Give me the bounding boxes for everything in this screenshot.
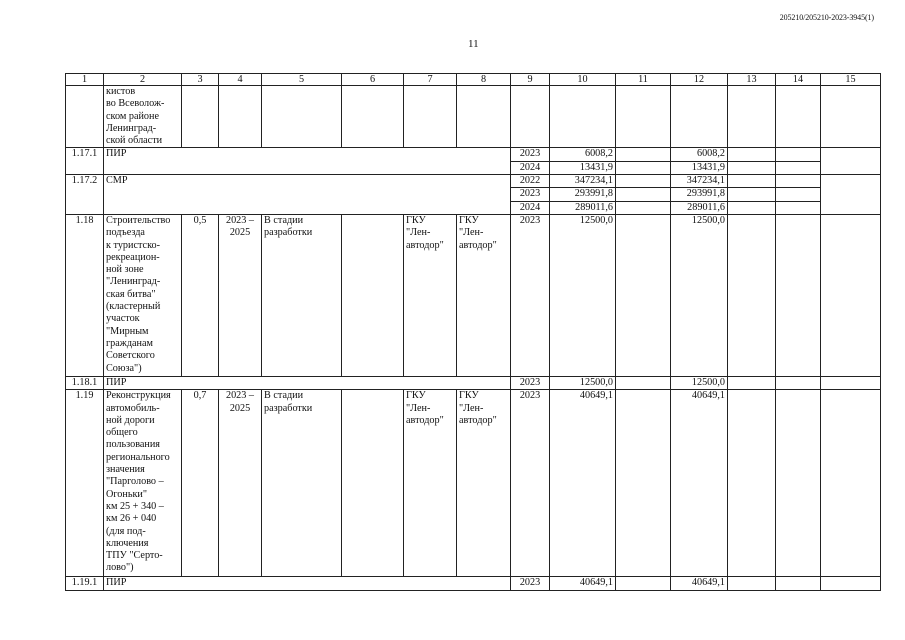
- year-cell: 2023: [511, 148, 550, 161]
- amount-cell: 40649,1: [550, 390, 616, 577]
- period-cell: 2023 – 2025: [219, 390, 262, 577]
- item-number: 1.17.1: [66, 148, 104, 175]
- header-cell: 6: [342, 74, 404, 86]
- year-cell: 2023: [511, 577, 550, 590]
- amount-cell: 40649,1: [550, 577, 616, 590]
- year-cell: 2023: [511, 214, 550, 376]
- amount-cell: 6008,2: [671, 148, 728, 161]
- customer-cell: ГКУ "Лен- автодор": [404, 214, 457, 376]
- length-cell: 0,5: [182, 214, 219, 376]
- amount-cell: 40649,1: [671, 390, 728, 577]
- page-number: 11: [468, 38, 479, 50]
- amount-cell: 12500,0: [550, 376, 616, 389]
- year-cell: 2023: [511, 376, 550, 389]
- header-cell: 1: [66, 74, 104, 86]
- amount-cell: 293991,8: [671, 188, 728, 201]
- item-number: 1.17.2: [66, 175, 104, 215]
- item-name: ПИР: [104, 577, 511, 590]
- year-cell: 2023: [511, 188, 550, 201]
- header-cell: 2: [104, 74, 182, 86]
- item-name: ПИР: [104, 376, 511, 389]
- header-cell: 13: [728, 74, 776, 86]
- amount-cell: 293991,8: [550, 188, 616, 201]
- length-cell: 0,7: [182, 390, 219, 577]
- year-cell: 2024: [511, 161, 550, 174]
- table-row: [66, 175, 881, 188]
- header-cell: 7: [404, 74, 457, 86]
- customer-cell: ГКУ "Лен- автодор": [404, 390, 457, 577]
- document-id: 205210/205210-2023-3945(1): [779, 13, 874, 22]
- status-cell: В стадии разработки: [262, 390, 342, 577]
- header-cell: 11: [616, 74, 671, 86]
- header-row: [66, 74, 881, 86]
- amount-cell: 347234,1: [550, 175, 616, 188]
- item-name: ПИР: [104, 148, 511, 175]
- header-cell: 8: [457, 74, 511, 86]
- year-cell: 2024: [511, 201, 550, 214]
- amount-cell: 347234,1: [671, 175, 728, 188]
- item-number: 1.18: [66, 214, 104, 376]
- item-number: 1.19: [66, 390, 104, 577]
- item-name: Реконструкция автомобиль- ной дороги общего пользования регионального значения "Парголово – Огоньки" км 25 + 340 – км 26 + 040 (для под- ключения ТПУ "Серто- лово"): [104, 390, 182, 577]
- table-row: [66, 390, 881, 577]
- table-row: [66, 376, 881, 389]
- header-cell: 3: [182, 74, 219, 86]
- header-cell: 12: [671, 74, 728, 86]
- amount-cell: 6008,2: [550, 148, 616, 161]
- amount-cell: 289011,6: [671, 201, 728, 214]
- program-table: [65, 73, 881, 591]
- period-cell: 2023 – 2025: [219, 214, 262, 376]
- item-number: 1.19.1: [66, 577, 104, 590]
- table-row: [66, 577, 881, 590]
- amount-cell: 40649,1: [671, 577, 728, 590]
- table-row: [66, 148, 881, 161]
- table-row: [66, 214, 881, 376]
- item-name: СМР: [104, 175, 511, 215]
- contractor-cell: ГКУ "Лен- автодор": [457, 390, 511, 577]
- item-number: 1.18.1: [66, 376, 104, 389]
- year-cell: 2023: [511, 390, 550, 577]
- header-cell: 4: [219, 74, 262, 86]
- header-cell: 10: [550, 74, 616, 86]
- item-name: Строительство подъезда к туристско- рекреацион- ной зоне "Ленинград- ская битва" (кластерный участок "Мирным гражданам Советского Союза"): [104, 214, 182, 376]
- amount-cell: 12500,0: [550, 214, 616, 376]
- amount-cell: 13431,9: [671, 161, 728, 174]
- table-row: [66, 86, 881, 148]
- amount-cell: 13431,9: [550, 161, 616, 174]
- item-name: кистов во Всеволож- ском районе Ленинград- ской области: [104, 86, 182, 148]
- year-cell: 2022: [511, 175, 550, 188]
- header-cell: 14: [776, 74, 821, 86]
- amount-cell: 289011,6: [550, 201, 616, 214]
- amount-cell: 12500,0: [671, 376, 728, 389]
- header-cell: 15: [821, 74, 881, 86]
- amount-cell: 12500,0: [671, 214, 728, 376]
- status-cell: В стадии разработки: [262, 214, 342, 376]
- header-cell: 9: [511, 74, 550, 86]
- contractor-cell: ГКУ "Лен- автодор": [457, 214, 511, 376]
- header-cell: 5: [262, 74, 342, 86]
